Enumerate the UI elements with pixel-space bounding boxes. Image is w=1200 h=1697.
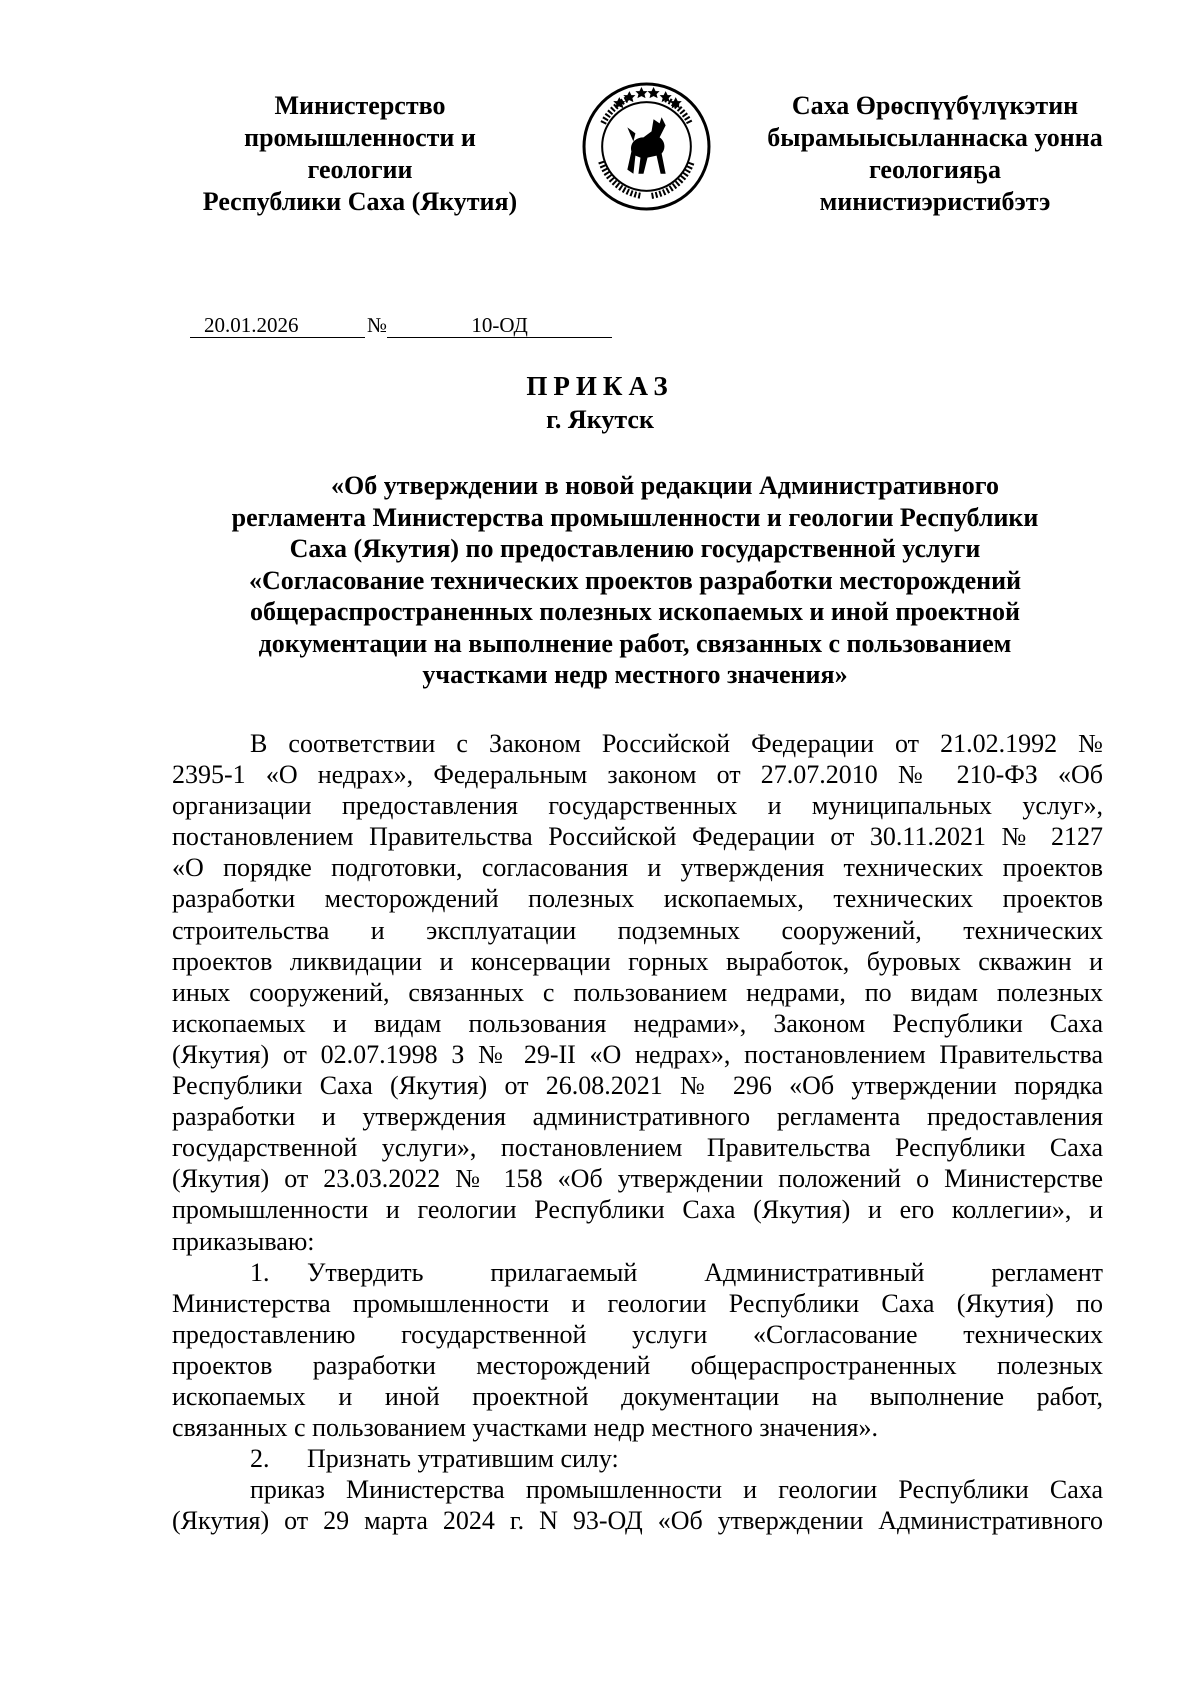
item-1-line: связанных с пользованием участками недр местного значения». [172,1413,878,1443]
item-1-line: ископаемых и иной проектной документации на выполнение работ, [172,1381,1103,1411]
ministry-name-line: министиэристибэтэ [819,187,1051,216]
sakha-republic-emblem-icon [581,81,712,212]
ministry-name-line: бырамыысыланнаска уонна [767,123,1103,152]
order-date-number [190,312,612,338]
preamble-line: постановлением Правительства Российской Федерации от 30.11.2021 № 2127 [172,822,1103,852]
ministry-name-russian [170,90,550,218]
preamble-line: разработки месторождений полезных ископаемых, технических проектов [172,884,1103,914]
ministry-name-line: Саха Өрөспүүбүлүкэтин [791,91,1079,120]
title-line: Саха (Якутия) по предоставлению государственной услуги [289,534,981,563]
number-sign: № [367,313,388,337]
item-1-line [172,1257,1103,1288]
item-1-line: Министерства промышленности и геологии Республики Саха (Якутия) по [172,1288,1103,1318]
title-line: «Об утверждении в новой редакции Административного [331,471,999,500]
ministry-name-line: геологияҕа [868,155,1002,184]
ministry-name-line: промышленности и [244,123,476,152]
item-1-line: проектов разработки месторождений общераспространенных полезных [172,1350,1103,1380]
preamble-line: строительства и эксплуатации подземных сооружений, технических [172,915,1103,945]
item-2-line [172,1443,1103,1474]
order-date: 20.01.2026 [190,313,365,338]
preamble-line: 2395-1 «О недрах», Федеральным законом от 27.07.2010 № 210-ФЗ «Об [172,760,1103,790]
preamble-line: «О порядке подготовки, согласования и утверждения технических проектов [172,853,1103,883]
title-line: участками недр местного значения» [422,660,848,689]
order-body [172,728,1103,1536]
title-line: общераспространенных полезных ископаемых и иной проектной [249,597,1021,626]
title-line: «Согласование технических проектов разработки месторождений [248,565,1022,595]
preamble-line: (Якутия) от 23.03.2022 № 158 «Об утверждении положений о Министерстве [172,1164,1103,1194]
preamble-line: организации предоставления государственных и муниципальных услуг», [172,791,1103,821]
order-number: 10-ОД [387,313,612,338]
order-title [175,470,1095,691]
ministry-name-line: геологии [307,155,413,184]
preamble-line: В соответствии с Законом Российской Федерации от 21.02.1992 № [250,729,1103,758]
title-line: регламента Министерства промышленности и геологии Республики [231,502,1039,532]
title-line: документации на выполнение работ, связанных с пользованием [258,628,1012,658]
item-2-line: (Якутия) от 29 марта 2024 г. N 93-ОД «Об утверждении Административного [172,1506,1103,1536]
preamble-line: приказываю: [172,1226,315,1256]
ministry-name-line: Республики Саха (Якутия) [202,187,518,216]
item-text: Признать утратившим силу: [307,1444,619,1474]
preamble-line: проектов ликвидации и консервации горных выработок, буровых скважин и [172,946,1103,976]
document-city: г. Якутск [546,405,654,434]
preamble-line: разработки и утверждения административного регламента предоставления [172,1102,1103,1132]
item-text: Утвердить прилагаемый Административный регламент [307,1257,1103,1287]
item-1-line: предоставлению государственной услуги «Согласование технических [172,1319,1103,1349]
item-number: 2. [250,1444,270,1474]
preamble-line: ископаемых и видам пользования недрами», Законом Республики Саха [172,1008,1103,1038]
item-number: 1. [250,1257,270,1287]
preamble-line: государственной услуги», постановлением Правительства Республики Саха [172,1133,1103,1163]
ministry-name-sakha [750,90,1120,218]
preamble-line: иных сооружений, связанных с пользованием недрами, по видам полезных [172,977,1103,1007]
item-2-line: приказ Министерства промышленности и геологии Республики Саха [250,1475,1103,1505]
document-type: ПРИКАЗ [526,371,674,401]
preamble-line: (Якутия) от 02.07.1998 З № 29-II «О недрах», постановлением Правительства [172,1039,1103,1069]
preamble-line: Республики Саха (Якутия) от 26.08.2021 № 296 «Об утверждении порядка [172,1071,1103,1101]
preamble-line: промышленности и геологии Республики Саха (Якутия) и его коллегии», и [172,1195,1103,1225]
ministry-name-line: Министерство [274,91,446,120]
